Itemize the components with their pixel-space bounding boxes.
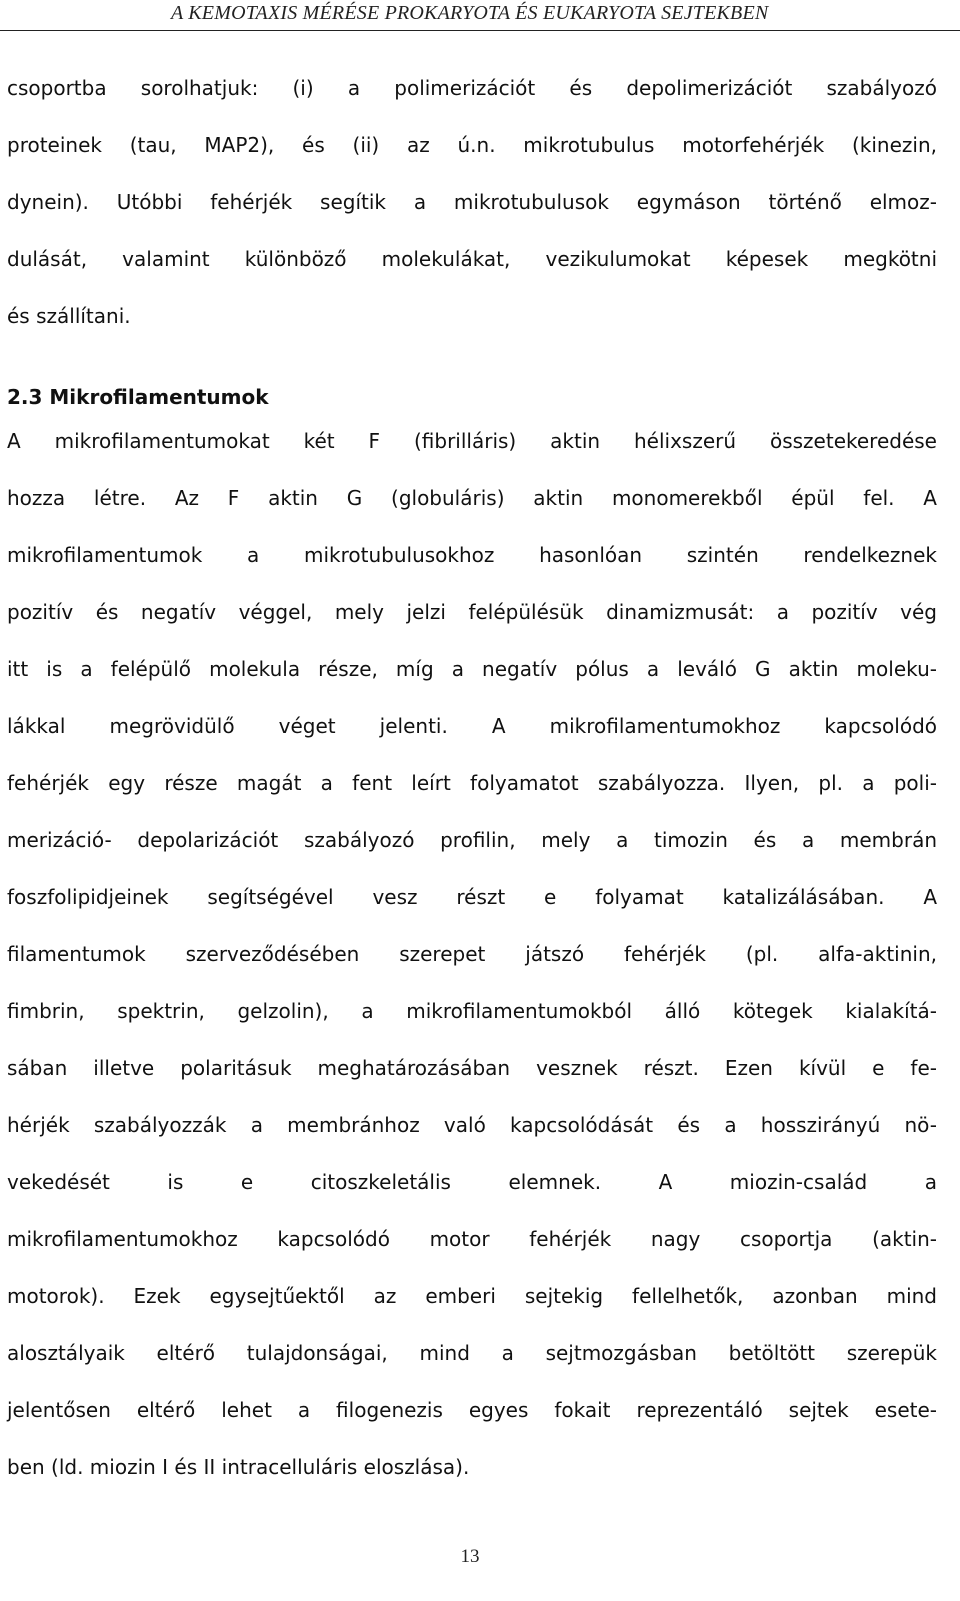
running-header	[0, 0, 960, 31]
body-line: jelentősen eltérő lehet a filogenezis egyes fokait reprezentáló sejtek esete-	[7, 1398, 937, 1422]
body-line: mikrofilamentumokhoz kapcsolódó motor fehérjék nagy csoportja (aktin-	[7, 1227, 937, 1251]
body-line: hozza létre. Az F aktin G (globuláris) aktin monomerekből épül fel. A	[7, 486, 937, 510]
body-line: dynein). Utóbbi fehérjék segítik a mikrotubulusok egymáson történő elmoz-	[7, 190, 937, 214]
body-line: foszfolipidjeinek segítségével vesz részt e folyamat katalizálásában. A	[7, 885, 937, 909]
body-line: és szállítani.	[7, 304, 131, 328]
running-title: A KEMOTAXIS MÉRÉSE PROKARYOTA ÉS EUKARYOTA SEJTEKBEN	[171, 2, 769, 24]
body-line: filamentumok szerveződésében szerepet játszó fehérjék (pl. alfa-aktinin,	[7, 942, 937, 966]
body-line: fehérjék egy része magát a fent leírt folyamatot szabályozza. Ilyen, pl. a poli-	[7, 771, 937, 795]
body-line: fimbrin, spektrin, gelzolin), a mikrofilamentumokból álló kötegek kialakítá-	[7, 999, 937, 1023]
section-heading: 2.3 Mikrofilamentumok	[7, 385, 269, 409]
body-line: ben (ld. miozin I és II intracelluláris eloszlása).	[7, 1455, 470, 1479]
body-line: itt is a felépülő molekula része, míg a negatív pólus a leváló G aktin moleku-	[7, 657, 937, 681]
body-line: lákkal megrövidülő véget jelenti. A mikrofilamentumokhoz kapcsolódó	[7, 714, 937, 738]
body-line: pozitív és negatív véggel, mely jelzi felépülésük dinamizmusát: a pozitív vég	[7, 600, 937, 624]
body-line: merizáció- depolarizációt szabályozó profilin, mely a timozin és a membrán	[7, 828, 937, 852]
body-line: proteinek (tau, MAP2), és (ii) az ú.n. mikrotubulus motorfehérjék (kinezin,	[7, 133, 937, 157]
body-line: csoportba sorolhatjuk: (i) a polimerizációt és depolimerizációt szabályozó	[7, 76, 937, 100]
body-line: motorok). Ezek egysejtűektől az emberi sejtekig fellelhetők, azonban mind	[7, 1284, 937, 1308]
body-line: vekedését is e citoszkeletális elemnek. A miozin-család a	[7, 1170, 937, 1194]
body-line: A mikrofilamentumokat két F (fibrilláris) aktin hélixszerű összetekeredése	[7, 429, 937, 453]
body-line: mikrofilamentumok a mikrotubulusokhoz hasonlóan szintén rendelkeznek	[7, 543, 937, 567]
body-line: sában illetve polaritásuk meghatározásában vesznek részt. Ezen kívül e fe-	[7, 1056, 937, 1080]
body-line: dulását, valamint különböző molekulákat, vezikulumokat képesek megkötni	[7, 247, 937, 271]
body-line: hérjék szabályozzák a membránhoz való kapcsolódását és a hosszirányú nö-	[7, 1113, 937, 1137]
body-line: alosztályaik eltérő tulajdonságai, mind a sejtmozgásban betöltött szerepük	[7, 1341, 937, 1365]
page-number: 13	[460, 1546, 480, 1567]
